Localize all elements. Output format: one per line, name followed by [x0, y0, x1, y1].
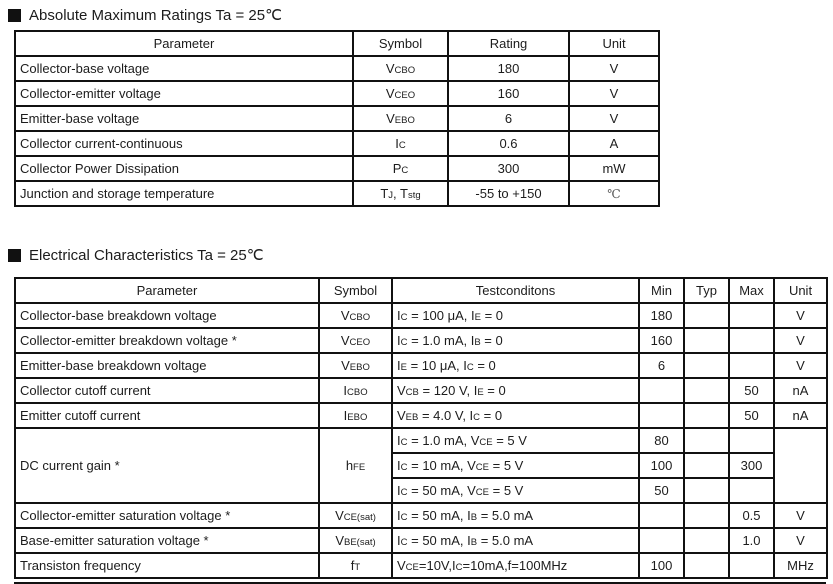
unit-cell: nA: [774, 403, 827, 428]
min-cell: [639, 403, 684, 428]
table-row: [15, 156, 659, 181]
max-cell: 300: [729, 453, 774, 478]
column-header-symbol: Symbol: [353, 31, 448, 56]
table-header-row: [15, 31, 659, 56]
symbol-cell: VCBO: [353, 56, 448, 81]
max-cell: [729, 328, 774, 353]
typ-cell: [684, 428, 729, 453]
typ-cell: [684, 528, 729, 553]
symbol-cell: VCEO: [319, 328, 392, 353]
rating-cell: 300: [448, 156, 569, 181]
parameter-cell: Base-emitter saturation voltage *: [15, 528, 319, 553]
table-row: [15, 56, 659, 81]
unit-cell: V: [774, 303, 827, 328]
rating-cell: 160: [448, 81, 569, 106]
typ-cell: [684, 378, 729, 403]
parameter-cell: Collector-base voltage: [15, 56, 353, 81]
unit-cell: MHz: [774, 553, 827, 578]
unit-cell: V: [774, 328, 827, 353]
testcondition-cell: VEB = 4.0 V, IC = 0: [392, 403, 639, 428]
section-title-electrical-characteristics: [8, 246, 264, 264]
parameter-cell: Emitter-base voltage: [15, 106, 353, 131]
typ-cell: [684, 328, 729, 353]
min-cell: 180: [639, 303, 684, 328]
typ-cell: [684, 353, 729, 378]
testcondition-cell: IC = 1.0 mA, VCE = 5 V: [392, 428, 639, 453]
electrical-characteristics-table: [14, 277, 828, 579]
table-row: [15, 328, 827, 353]
unit-cell: mW: [569, 156, 659, 181]
parameter-cell: DC current gain *: [15, 428, 319, 503]
min-cell: 100: [639, 453, 684, 478]
rating-cell: -55 to +150: [448, 181, 569, 206]
max-cell: [729, 428, 774, 453]
max-cell: 0.5: [729, 503, 774, 528]
black-square-bullet-icon: [8, 249, 21, 262]
min-cell: 160: [639, 328, 684, 353]
min-cell: [639, 528, 684, 553]
column-header-symbol: Symbol: [319, 278, 392, 303]
symbol-cell: VBE(sat): [319, 528, 392, 553]
typ-cell: [684, 553, 729, 578]
symbol-cell: VCBO: [319, 303, 392, 328]
column-header-testconditions: Testconditons: [392, 278, 639, 303]
testcondition-cell: IC = 100 μA, IE = 0: [392, 303, 639, 328]
typ-cell: [684, 303, 729, 328]
parameter-cell: Junction and storage temperature: [15, 181, 353, 206]
min-cell: [639, 503, 684, 528]
parameter-cell: Collector Power Dissipation: [15, 156, 353, 181]
unit-cell: V: [774, 528, 827, 553]
parameter-cell: Transiston frequency: [15, 553, 319, 578]
unit-cell: [774, 428, 827, 503]
symbol-cell: VCE(sat): [319, 503, 392, 528]
unit-cell: V: [569, 81, 659, 106]
table-row: [15, 131, 659, 156]
parameter-cell: Collector-emitter voltage: [15, 81, 353, 106]
parameter-cell: Emitter-base breakdown voltage: [15, 353, 319, 378]
column-header-parameter: Parameter: [15, 31, 353, 56]
column-header-min: Min: [639, 278, 684, 303]
min-cell: 50: [639, 478, 684, 503]
table-row: [15, 106, 659, 131]
symbol-cell: VEBO: [319, 353, 392, 378]
testcondition-cell: IC = 50 mA, VCE = 5 V: [392, 478, 639, 503]
table-row: [15, 528, 827, 553]
column-header-unit: Unit: [569, 31, 659, 56]
testcondition-cell: VCE=10V,IC=10mA,f=100MHz: [392, 553, 639, 578]
unit-cell: V: [774, 353, 827, 378]
unit-cell: nA: [774, 378, 827, 403]
testcondition-cell: IC = 50 mA, IB = 5.0 mA: [392, 528, 639, 553]
min-cell: [639, 378, 684, 403]
section-title-text: Absolute Maximum Ratings Ta = 25℃: [29, 7, 282, 24]
table-row-gain-subrow: [15, 428, 827, 453]
max-cell: [729, 353, 774, 378]
table-row: [15, 403, 827, 428]
black-square-bullet-icon: [8, 9, 21, 22]
max-cell: [729, 303, 774, 328]
rating-cell: 180: [448, 56, 569, 81]
testcondition-cell: IC = 10 mA, VCE = 5 V: [392, 453, 639, 478]
absolute-maximum-ratings-table: [14, 30, 660, 207]
column-header-max: Max: [729, 278, 774, 303]
rating-cell: 6: [448, 106, 569, 131]
column-header-unit: Unit: [774, 278, 827, 303]
min-cell: 80: [639, 428, 684, 453]
symbol-cell: hFE: [319, 428, 392, 503]
symbol-cell: VCEO: [353, 81, 448, 106]
testcondition-cell: IC = 50 mA, IB = 5.0 mA: [392, 503, 639, 528]
max-cell: 1.0: [729, 528, 774, 553]
max-cell: 50: [729, 403, 774, 428]
parameter-cell: Emitter cutoff current: [15, 403, 319, 428]
symbol-cell: TJ, Tstg: [353, 181, 448, 206]
column-header-parameter: Parameter: [15, 278, 319, 303]
symbol-cell: fT: [319, 553, 392, 578]
parameter-cell: Collector-emitter breakdown voltage *: [15, 328, 319, 353]
parameter-cell: Collector current-continuous: [15, 131, 353, 156]
testcondition-cell: IE = 10 μA, IC = 0: [392, 353, 639, 378]
rating-cell: 0.6: [448, 131, 569, 156]
symbol-cell: PC: [353, 156, 448, 181]
typ-cell: [684, 478, 729, 503]
typ-cell: [684, 453, 729, 478]
table-row: [15, 503, 827, 528]
table-header-row: [15, 278, 827, 303]
testcondition-cell: VCB = 120 V, IE = 0: [392, 378, 639, 403]
max-cell: [729, 478, 774, 503]
max-cell: 50: [729, 378, 774, 403]
table-row: [15, 81, 659, 106]
typ-cell: [684, 403, 729, 428]
max-cell: [729, 553, 774, 578]
unit-cell: ℃: [569, 181, 659, 206]
column-header-typ: Typ: [684, 278, 729, 303]
symbol-cell: VEBO: [353, 106, 448, 131]
symbol-cell: IC: [353, 131, 448, 156]
table-row: [15, 303, 827, 328]
symbol-cell: ICBO: [319, 378, 392, 403]
parameter-cell: Collector cutoff current: [15, 378, 319, 403]
section-title-absolute-maximum-ratings: [8, 6, 282, 24]
min-cell: 100: [639, 553, 684, 578]
symbol-cell: IEBO: [319, 403, 392, 428]
min-cell: 6: [639, 353, 684, 378]
table-row: [15, 553, 827, 578]
table-row: [15, 181, 659, 206]
column-header-rating: Rating: [448, 31, 569, 56]
unit-cell: V: [569, 56, 659, 81]
parameter-cell: Collector-emitter saturation voltage *: [15, 503, 319, 528]
unit-cell: V: [774, 503, 827, 528]
parameter-cell: Collector-base breakdown voltage: [15, 303, 319, 328]
unit-cell: V: [569, 106, 659, 131]
unit-cell: A: [569, 131, 659, 156]
testcondition-cell: IC = 1.0 mA, IB = 0: [392, 328, 639, 353]
table-row: [15, 353, 827, 378]
typ-cell: [684, 503, 729, 528]
section-title-text: Electrical Characteristics Ta = 25℃: [29, 247, 264, 264]
table-row: [15, 378, 827, 403]
